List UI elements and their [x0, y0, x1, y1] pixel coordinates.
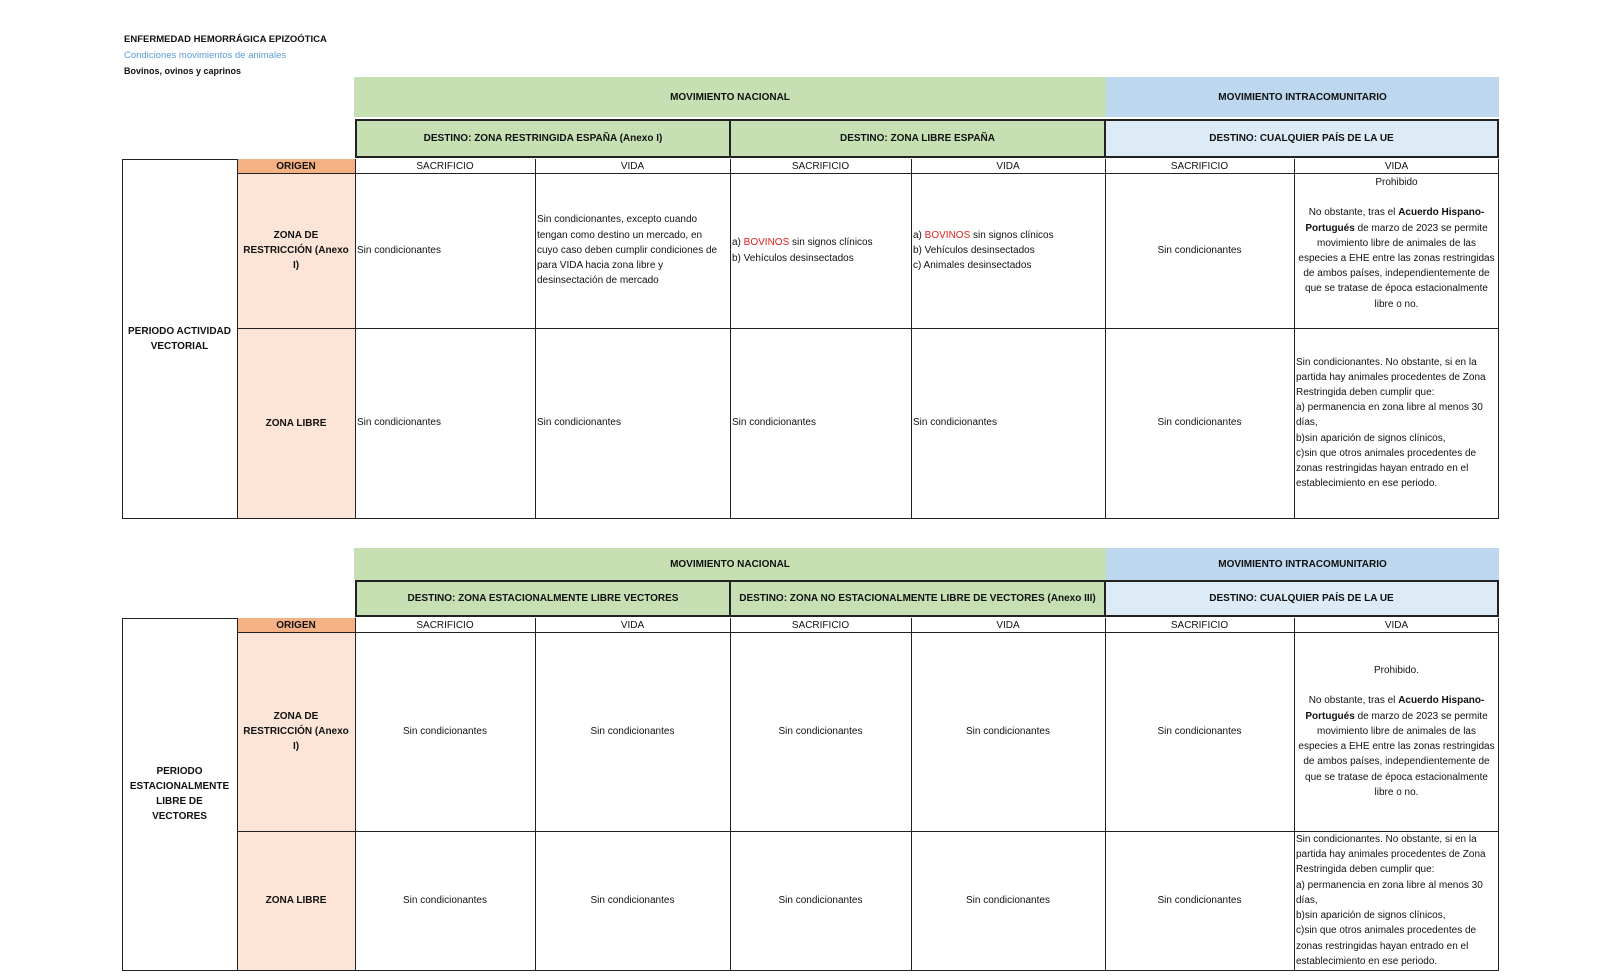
cell-text: Sin condicionantes. No obstante, si en la partida hay animales procedentes de Zona Restringida deben cumplir que:	[1296, 834, 1486, 876]
cell-text: Sin condicionantes	[357, 417, 441, 429]
col-sacrificio: SACRIFICIO	[416, 160, 474, 172]
cell-text: sin signos clínicos	[789, 237, 873, 249]
grid-line	[1105, 159, 1106, 519]
cell-text: a)	[913, 229, 925, 241]
document-title: ENFERMEDAD HEMORRÁGICA EPIZOÓTICA	[124, 34, 327, 45]
grid-line	[237, 173, 1499, 174]
destino-zona-no-estacionalmente-libre: DESTINO: ZONA NO ESTACIONALMENTE LIBRE DE VECTORES (Anexo III)	[729, 580, 1106, 617]
bovinos-highlight: BOVINOS	[924, 229, 971, 241]
cell-text: Sin condicionantes	[966, 894, 1050, 906]
grid-line	[1105, 618, 1106, 971]
cell-text: a) permanencia en zona libre al menos 30 días,	[1296, 402, 1483, 429]
destino-zona-libre: DESTINO: ZONA LIBRE ESPAÑA	[729, 119, 1106, 158]
cell-text: b) Vehículos desinsectados	[913, 244, 1035, 256]
origen-zona-libre: ZONA LIBRE	[237, 328, 355, 518]
col-vida: VIDA	[996, 619, 1020, 631]
cell-prohibido	[1294, 173, 1499, 328]
col-sacrificio: SACRIFICIO	[416, 619, 474, 631]
grid-line	[355, 618, 356, 971]
header-movimiento-nacional: MOVIMIENTO NACIONAL	[354, 548, 1106, 580]
grid-line	[1498, 618, 1499, 971]
col-sacrificio: SACRIFICIO	[1170, 619, 1229, 631]
cell-text: Sin condicionantes	[778, 894, 863, 906]
grid-line	[730, 618, 731, 971]
cell-text: c) Animales desinsectados	[913, 260, 1032, 272]
grid-line	[122, 518, 1499, 519]
cell-text: Prohibido.	[1373, 665, 1420, 677]
grid-line	[237, 632, 1499, 633]
periodo-label: PERIODO ESTACIONALMENTE LIBRE DE VECTORES	[129, 766, 230, 822]
cell-text: Sin condicionantes	[357, 244, 441, 256]
grid-line	[535, 159, 536, 519]
origen-label: ORIGEN	[237, 618, 355, 632]
cell-text: c)sin que otros animales procedentes de zonas restringidas hayan entrado en el establecimiento en ese periodo.	[1296, 447, 1477, 490]
cell-text: de marzo de 2023 se permite movimiento libre de animales de las especies a EHE entre las zonas restringidas de ambos países, independientemente de que se tratase de época estacionalmente libre o no.	[1298, 710, 1495, 798]
grid-line	[237, 328, 1499, 329]
header-movimiento-intracomunitario: MOVIMIENTO INTRACOMUNITARIO	[1106, 548, 1499, 580]
grid-line	[1294, 618, 1295, 971]
periodo-label: PERIODO ACTIVIDAD VECTORIAL	[128, 325, 231, 352]
grid-line	[1294, 159, 1295, 519]
cell-text: Sin condicionantes	[913, 417, 997, 429]
cell-text: a)	[732, 237, 744, 249]
grid-line	[730, 159, 731, 519]
cell-text: b)sin aparición de signos clínicos,	[1296, 432, 1446, 444]
cell-text: Sin condicionantes	[403, 894, 487, 906]
cell-text: Sin condicionantes	[403, 725, 487, 737]
grid-line	[122, 970, 1499, 971]
cell-bovinos-sacrificio	[730, 173, 911, 328]
grid-line	[122, 618, 237, 619]
cell-text: Sin condicionantes	[1157, 725, 1242, 737]
grid-line	[237, 159, 238, 519]
grid-line	[122, 159, 123, 519]
cell-text: c)sin que otros animales procedentes de zonas restringidas hayan entrado en el establecimiento en ese periodo.	[1296, 925, 1477, 967]
cell-text: Sin condicionantes	[966, 725, 1050, 737]
grid-line	[237, 831, 1499, 832]
col-vida: VIDA	[620, 160, 645, 172]
cell-text: No obstante, tras el	[1308, 207, 1399, 219]
cell-text: Sin condicionantes	[778, 725, 863, 737]
cell-text: Sin condicionantes	[590, 894, 675, 906]
col-sacrificio: SACRIFICIO	[791, 160, 850, 172]
cell-text: a) permanencia en zona libre al menos 30 días,	[1296, 879, 1483, 906]
origen-zona-libre: ZONA LIBRE	[237, 831, 355, 970]
col-vida: VIDA	[996, 160, 1020, 172]
grid-line	[911, 159, 912, 519]
grid-line	[237, 618, 238, 971]
cell-prohibido	[1294, 632, 1499, 831]
cell-text: de marzo de 2023 se permite movimiento libre de animales de las especies a EHE entre las zonas restringidas de ambos países, independientemente de que se tratase de época estacionalmente libre o no.	[1298, 222, 1495, 310]
grid-line	[1498, 159, 1499, 519]
destino-pais-ue: DESTINO: CUALQUIER PAÍS DE LA UE	[1104, 119, 1499, 158]
cell-text: Sin condicionantes	[732, 417, 816, 429]
cell-text: Sin condicionantes, excepto cuando tengan como destino un mercado, en cuyo caso deben cumplir condiciones de para VIDA hacia zona libre y desinsectación de mercado	[537, 214, 718, 287]
destino-pais-ue: DESTINO: CUALQUIER PAÍS DE LA UE	[1104, 580, 1499, 617]
cell-text: Sin condicionantes	[1157, 244, 1242, 256]
col-sacrificio: SACRIFICIO	[791, 619, 850, 631]
cell-text: Sin condicionantes	[1157, 417, 1242, 429]
cell-text: Prohibido	[1375, 177, 1418, 188]
bovinos-highlight: BOVINOS	[743, 237, 790, 249]
origen-zona-restriccion: ZONA DE RESTRICCIÓN (Anexo I)	[237, 632, 355, 831]
cell-text: b)sin aparición de signos clínicos,	[1296, 910, 1446, 922]
cell-zona-libre-ue-vida	[1294, 831, 1499, 970]
col-sacrificio: SACRIFICIO	[1170, 160, 1229, 172]
acuerdo-highlight: Acuerdo Hispano-Portugués	[1305, 207, 1485, 234]
grid-line	[122, 159, 237, 160]
origen-label: ORIGEN	[237, 159, 355, 173]
grid-line	[535, 618, 536, 971]
grid-line	[911, 618, 912, 971]
cell-text: Sin condicionantes	[590, 725, 675, 737]
col-vida: VIDA	[1384, 160, 1409, 172]
col-vida: VIDA	[620, 619, 645, 631]
cell-text: Sin condicionantes. No obstante, si en la partida hay animales procedentes de Zona Restringida deben cumplir que:	[1296, 356, 1486, 398]
cell-bovinos-vida	[911, 173, 1105, 328]
destino-zona-restringida: DESTINO: ZONA RESTRINGIDA ESPAÑA (Anexo I)	[355, 119, 731, 158]
cell-text: No obstante, tras el	[1308, 695, 1399, 707]
cell-text: b) Vehículos desinsectados	[732, 252, 854, 264]
grid-line	[122, 618, 123, 971]
destino-zona-estacionalmente-libre: DESTINO: ZONA ESTACIONALMENTE LIBRE VECTORES	[355, 580, 731, 617]
acuerdo-highlight: Acuerdo Hispano-Portugués	[1305, 695, 1485, 722]
grid-line	[355, 159, 356, 519]
cell-text: Sin condicionantes	[537, 417, 621, 429]
cell-text: sin signos clínicos	[970, 229, 1054, 241]
origen-zona-restriccion: ZONA DE RESTRICCIÓN (Anexo I)	[237, 173, 355, 328]
header-movimiento-nacional: MOVIMIENTO NACIONAL	[354, 77, 1106, 117]
col-vida: VIDA	[1384, 619, 1409, 631]
cell-text: Sin condicionantes	[1157, 894, 1242, 906]
cell-zona-libre-ue-vida	[1294, 328, 1499, 518]
header-movimiento-intracomunitario: MOVIMIENTO INTRACOMUNITARIO	[1106, 77, 1499, 117]
document-subtitle: Condiciones movimientos de animales	[124, 50, 287, 61]
species-label: Bovinos, ovinos y caprinos	[124, 66, 242, 76]
